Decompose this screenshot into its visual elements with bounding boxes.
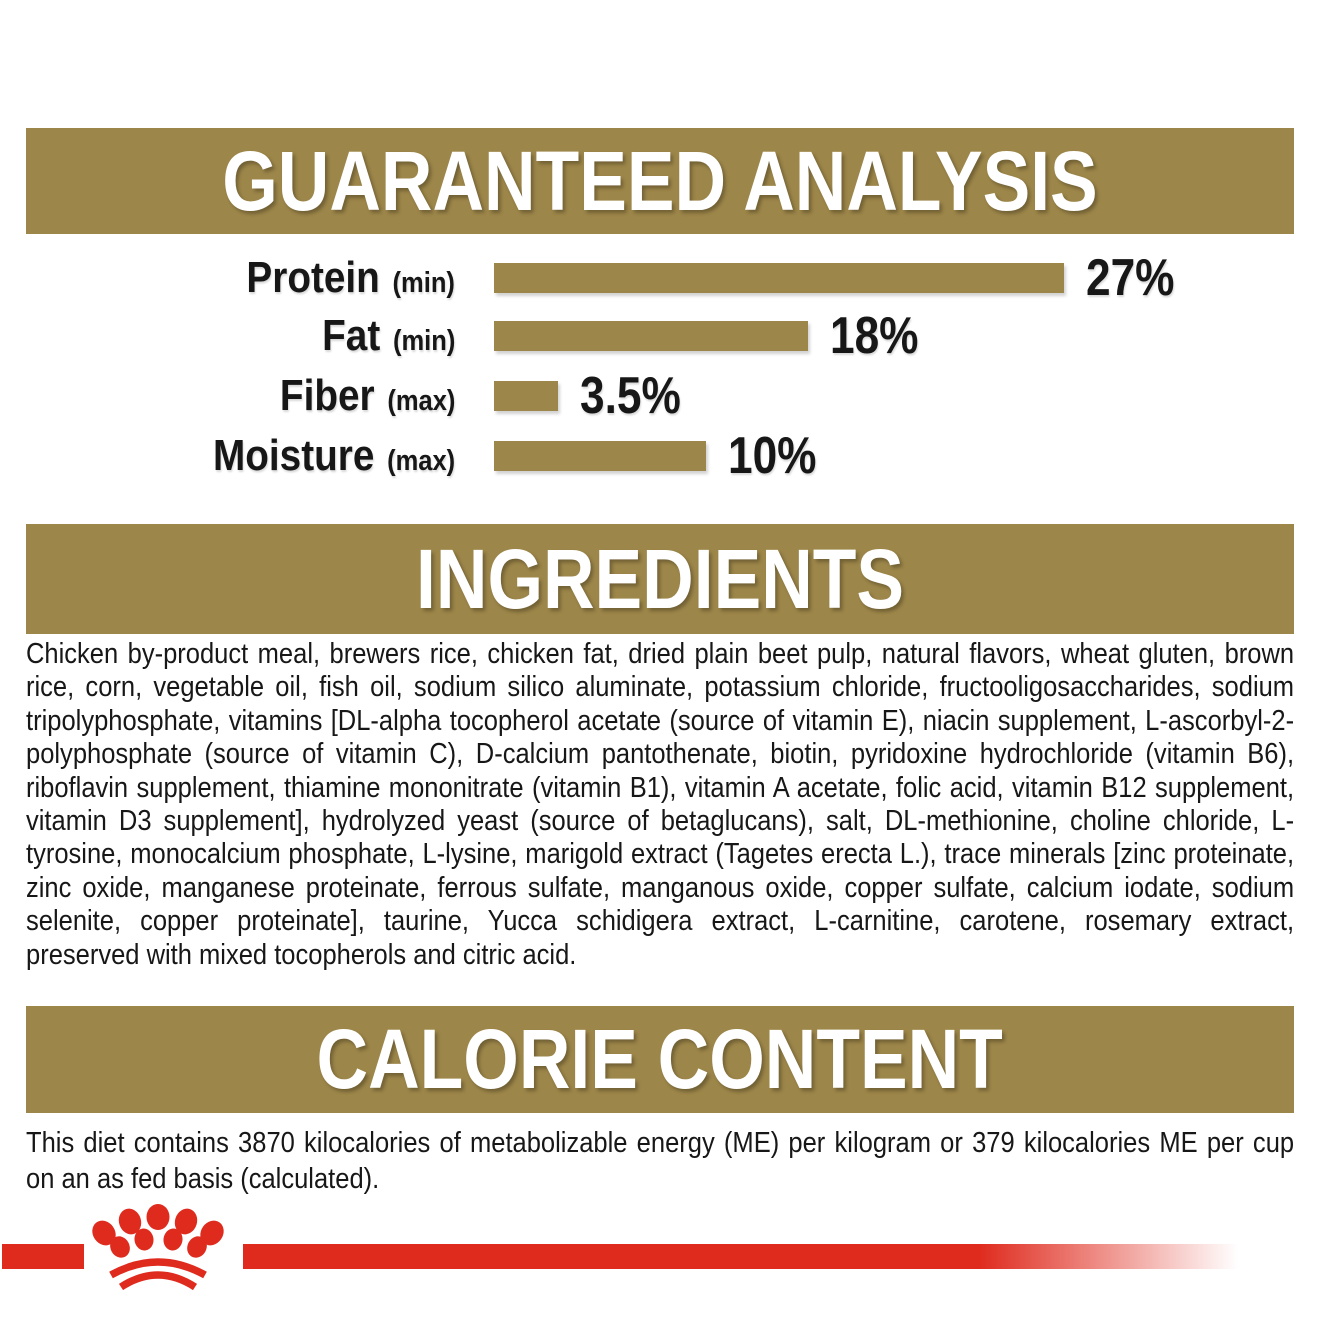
chart-row-protein bbox=[0, 248, 1320, 308]
nutrient-name: Moisture bbox=[212, 431, 375, 480]
calorie-content-header bbox=[26, 1006, 1294, 1113]
bar-protein bbox=[494, 263, 1064, 293]
nutrient-label-fat bbox=[322, 306, 455, 366]
bar-fiber bbox=[494, 381, 558, 411]
bar-value-fiber: 3.5% bbox=[580, 367, 681, 425]
nutrient-qualifier: (min) bbox=[392, 325, 455, 357]
bar-value-fat: 18% bbox=[830, 307, 919, 365]
nutrient-label-fiber bbox=[280, 366, 455, 426]
nutrient-name: Fat bbox=[321, 311, 380, 360]
ingredients-header bbox=[26, 524, 1294, 634]
chart-row-fiber bbox=[0, 366, 1320, 426]
ingredients-title: INGREDIENTS bbox=[416, 531, 904, 626]
nutrient-qualifier: (max) bbox=[386, 385, 455, 417]
bar-moisture bbox=[494, 441, 706, 471]
royal-canin-crown-logo bbox=[88, 1200, 230, 1295]
red-divider-line-left bbox=[2, 1244, 84, 1269]
nutrient-qualifier: (max) bbox=[386, 445, 455, 477]
bar-value-moisture: 10% bbox=[728, 427, 817, 485]
chart-row-fat bbox=[0, 306, 1320, 366]
nutrient-label-protein bbox=[247, 248, 455, 308]
chart-row-moisture bbox=[0, 426, 1320, 486]
bar-value-protein: 27% bbox=[1086, 249, 1175, 307]
calorie-content-text: This diet contains 3870 kilocalories of metabolizable energy (ME) per kilogram or 379 kilocalories ME per cup on an as fed basis (calculated). bbox=[26, 1127, 1295, 1195]
bar-fat bbox=[494, 321, 808, 351]
ingredients-text: Chicken by-product meal, brewers rice, chicken fat, dried plain beet pulp, natural flavors, wheat gluten, brown rice, corn, vegetable oil, fish oil, sodium silico aluminate, potassium chloride, fructooligosaccharides, sodium tripolyphosphate, vitamins [DL-alpha tocopherol acetate (source of vitamin E), niacin supplement, L-ascorbyl-2-polyphosphate (source of vitamin C), D-calcium pantothenate, biotin, pyridoxine hydrochloride (vitamin B6), riboflavin supplement, thiamine mononitrate (vitamin B1), vitamin A acetate, folic acid, vitamin B12 supplement, vitamin D3 supplement], hydrolyzed yeast (source of betaglucans), salt, DL-methionine, choline chloride, L-tyrosine, monocalcium phosphate, L-lysine, marigold extract (Tagetes erecta L.), trace minerals [zinc proteinate, zinc oxide, manganese proteinate, ferrous sulfate, manganous oxide, copper sulfate, calcium iodate, sodium selenite, copper proteinate], taurine, Yucca schidigera extract, L-carnitine, carotene, rosemary extract, preserved with mixed tocopherols and citric acid. bbox=[26, 638, 1295, 971]
calorie-content-title: CALORIE CONTENT bbox=[316, 1012, 1004, 1106]
guaranteed-analysis-title: GUARANTEED ANALYSIS bbox=[222, 133, 1098, 228]
red-divider-line-right bbox=[243, 1244, 1238, 1269]
nutrient-name: Protein bbox=[246, 253, 380, 302]
nutrient-name: Fiber bbox=[279, 371, 375, 420]
nutrient-label-moisture bbox=[213, 426, 455, 486]
nutrient-qualifier: (min) bbox=[392, 267, 455, 299]
guaranteed-analysis-header bbox=[26, 128, 1294, 234]
